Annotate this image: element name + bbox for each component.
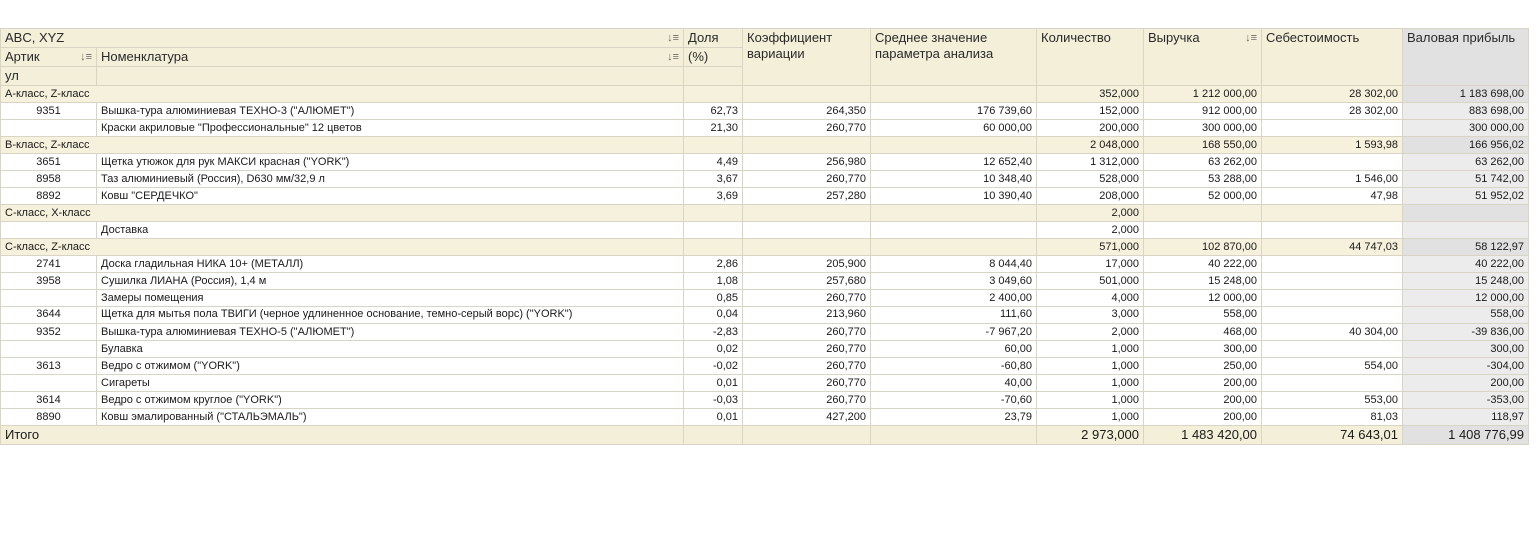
revenue-cell: 12 000,00 <box>1144 290 1262 307</box>
table-row[interactable] <box>1 103 1529 120</box>
cost-cell: 554,00 <box>1262 358 1403 375</box>
article-cell: 3614 <box>1 392 97 409</box>
share-cell: 0,01 <box>684 375 743 392</box>
share-cell <box>684 137 743 154</box>
article-cell <box>1 120 97 137</box>
share-cell: 0,04 <box>684 307 743 324</box>
total-row[interactable] <box>1 426 1529 445</box>
header-name[interactable] <box>97 48 684 67</box>
profit-cell: 300,00 <box>1403 341 1529 358</box>
article-cell: 8958 <box>1 171 97 188</box>
variation-cell: 260,770 <box>743 120 871 137</box>
cost-cell <box>1262 154 1403 171</box>
share-cell: 3,67 <box>684 171 743 188</box>
variation-cell: 260,770 <box>743 375 871 392</box>
profit-cell: 1 183 698,00 <box>1403 86 1529 103</box>
table-row[interactable] <box>1 273 1529 290</box>
avg-cell: 3 049,60 <box>871 273 1037 290</box>
header-group-cell[interactable] <box>1 29 684 48</box>
sort-icon[interactable]: ↓≡ <box>80 51 92 63</box>
sort-icon[interactable]: ↓≡ <box>667 32 680 44</box>
revenue-cell: 468,00 <box>1144 324 1262 341</box>
article-cell <box>1 375 97 392</box>
report-body <box>1 86 1529 426</box>
qty-cell: 1,000 <box>1037 409 1144 426</box>
revenue-cell: 300,00 <box>1144 341 1262 358</box>
profit-cell: 558,00 <box>1403 307 1529 324</box>
variation-cell: 260,770 <box>743 341 871 358</box>
cost-cell: 1 593,98 <box>1262 137 1403 154</box>
name-cell: Ковш эмалированный ("СТАЛЬЭМАЛЬ") <box>97 409 684 426</box>
name-cell: Сигареты <box>97 375 684 392</box>
variation-cell: 260,770 <box>743 324 871 341</box>
revenue-cell: 15 248,00 <box>1144 273 1262 290</box>
revenue-cell: 40 222,00 <box>1144 256 1262 273</box>
group-label: B-класс, Z-класс <box>1 137 684 154</box>
variation-cell: 257,280 <box>743 188 871 205</box>
share-cell: 0,01 <box>684 409 743 426</box>
avg-cell: 40,00 <box>871 375 1037 392</box>
abc-xyz-report-table <box>0 28 1529 445</box>
avg-cell: -7 967,20 <box>871 324 1037 341</box>
revenue-cell: 300 000,00 <box>1144 120 1262 137</box>
cost-cell <box>1262 307 1403 324</box>
profit-cell: 300 000,00 <box>1403 120 1529 137</box>
variation-cell: 260,770 <box>743 358 871 375</box>
table-row[interactable] <box>1 290 1529 307</box>
table-row[interactable] <box>1 188 1529 205</box>
profit-cell: 200,00 <box>1403 375 1529 392</box>
avg-cell: 12 652,40 <box>871 154 1037 171</box>
table-row[interactable] <box>1 120 1529 137</box>
profit-cell <box>1403 222 1529 239</box>
group-row[interactable] <box>1 137 1529 154</box>
variation-cell <box>743 137 871 154</box>
qty-cell: 1,000 <box>1037 341 1144 358</box>
header-qty[interactable]: Количество <box>1037 29 1144 86</box>
revenue-cell: 558,00 <box>1144 307 1262 324</box>
name-cell: Вышка-тура алюминиевая ТЕХНО-3 ("АЛЮМЕТ") <box>97 103 684 120</box>
share-cell: 2,86 <box>684 256 743 273</box>
header-share-unit: (%) <box>684 48 743 67</box>
avg-cell: 60 000,00 <box>871 120 1037 137</box>
name-cell: Ковш "СЕРДЕЧКО" <box>97 188 684 205</box>
article-cell: 3958 <box>1 273 97 290</box>
revenue-cell: 200,00 <box>1144 392 1262 409</box>
name-cell: Булавка <box>97 341 684 358</box>
avg-cell: 10 390,40 <box>871 188 1037 205</box>
share-cell <box>684 86 743 103</box>
table-row[interactable] <box>1 341 1529 358</box>
article-cell: 8890 <box>1 409 97 426</box>
variation-cell: 213,960 <box>743 307 871 324</box>
sort-icon[interactable]: ↓≡ <box>667 51 680 63</box>
cost-cell: 44 747,03 <box>1262 239 1403 256</box>
article-cell <box>1 341 97 358</box>
qty-cell: 2 048,000 <box>1037 137 1144 154</box>
table-row[interactable] <box>1 222 1529 239</box>
avg-cell <box>871 137 1037 154</box>
cost-cell <box>1262 290 1403 307</box>
total-qty: 2 973,000 <box>1037 426 1144 445</box>
qty-cell: 1,000 <box>1037 392 1144 409</box>
avg-cell: 2 400,00 <box>871 290 1037 307</box>
profit-cell: -304,00 <box>1403 358 1529 375</box>
header-cost[interactable]: Себестоимость <box>1262 29 1403 86</box>
qty-cell: 3,000 <box>1037 307 1144 324</box>
group-row[interactable] <box>1 86 1529 103</box>
name-cell: Таз алюминиевый (Россия), D630 мм/32,9 л <box>97 171 684 188</box>
table-row[interactable] <box>1 324 1529 341</box>
cost-cell: 81,03 <box>1262 409 1403 426</box>
cost-cell <box>1262 341 1403 358</box>
qty-cell: 571,000 <box>1037 239 1144 256</box>
group-label: C-класс, Z-класс <box>1 239 684 256</box>
cost-cell: 1 546,00 <box>1262 171 1403 188</box>
share-cell: 0,85 <box>684 290 743 307</box>
cost-cell: 28 302,00 <box>1262 103 1403 120</box>
avg-cell <box>871 86 1037 103</box>
avg-cell: -60,80 <box>871 358 1037 375</box>
avg-cell: 60,00 <box>871 341 1037 358</box>
group-label: C-класс, X-класс <box>1 205 684 222</box>
qty-cell: 2,000 <box>1037 205 1144 222</box>
avg-cell <box>871 205 1037 222</box>
header-article[interactable] <box>1 48 97 67</box>
share-cell: 4,49 <box>684 154 743 171</box>
name-cell: Доска гладильная НИКА 10+ (МЕТАЛЛ) <box>97 256 684 273</box>
qty-cell: 17,000 <box>1037 256 1144 273</box>
share-cell: -0,03 <box>684 392 743 409</box>
avg-cell: 23,79 <box>871 409 1037 426</box>
avg-cell: 111,60 <box>871 307 1037 324</box>
total-label: Итого <box>1 426 684 445</box>
share-cell: -2,83 <box>684 324 743 341</box>
table-row[interactable] <box>1 256 1529 273</box>
header-share[interactable]: Доля <box>684 29 743 48</box>
revenue-cell: 912 000,00 <box>1144 103 1262 120</box>
total-revenue: 1 483 420,00 <box>1144 426 1262 445</box>
revenue-cell: 168 550,00 <box>1144 137 1262 154</box>
avg-cell: 8 044,40 <box>871 256 1037 273</box>
name-cell: Ведро с отжимом ("YORK") <box>97 358 684 375</box>
revenue-cell: 52 000,00 <box>1144 188 1262 205</box>
sort-desc-icon[interactable]: ↓≡ <box>1245 32 1258 44</box>
avg-cell: 176 739,60 <box>871 103 1037 120</box>
cost-cell <box>1262 375 1403 392</box>
share-cell <box>684 222 743 239</box>
qty-cell: 1,000 <box>1037 358 1144 375</box>
article-cell: 2741 <box>1 256 97 273</box>
profit-cell: 51 742,00 <box>1403 171 1529 188</box>
cost-cell: 28 302,00 <box>1262 86 1403 103</box>
header-revenue-label: Выручка <box>1148 30 1200 45</box>
article-cell: 3651 <box>1 154 97 171</box>
table-row[interactable] <box>1 409 1529 426</box>
total-cost: 74 643,01 <box>1262 426 1403 445</box>
qty-cell: 501,000 <box>1037 273 1144 290</box>
article-cell <box>1 290 97 307</box>
cost-cell <box>1262 120 1403 137</box>
cost-cell: 553,00 <box>1262 392 1403 409</box>
profit-cell <box>1403 205 1529 222</box>
share-cell: -0,02 <box>684 358 743 375</box>
variation-cell: 260,770 <box>743 290 871 307</box>
profit-cell: 58 122,97 <box>1403 239 1529 256</box>
revenue-cell: 53 288,00 <box>1144 171 1262 188</box>
avg-cell: 10 348,40 <box>871 171 1037 188</box>
variation-cell: 205,900 <box>743 256 871 273</box>
qty-cell: 200,000 <box>1037 120 1144 137</box>
qty-cell: 1,000 <box>1037 375 1144 392</box>
table-row[interactable] <box>1 154 1529 171</box>
profit-cell: 12 000,00 <box>1403 290 1529 307</box>
share-cell: 0,02 <box>684 341 743 358</box>
variation-cell <box>743 222 871 239</box>
table-row[interactable] <box>1 171 1529 188</box>
profit-cell: 118,97 <box>1403 409 1529 426</box>
profit-cell: -353,00 <box>1403 392 1529 409</box>
qty-cell: 2,000 <box>1037 324 1144 341</box>
article-cell: 3644 <box>1 307 97 324</box>
header-revenue[interactable] <box>1144 29 1262 86</box>
qty-cell: 1 312,000 <box>1037 154 1144 171</box>
qty-cell: 528,000 <box>1037 171 1144 188</box>
article-cell: 8892 <box>1 188 97 205</box>
share-cell: 21,30 <box>684 120 743 137</box>
variation-cell <box>743 239 871 256</box>
profit-cell: 166 956,02 <box>1403 137 1529 154</box>
group-label: A-класс, Z-класс <box>1 86 684 103</box>
group-row[interactable] <box>1 239 1529 256</box>
revenue-cell <box>1144 222 1262 239</box>
qty-cell: 152,000 <box>1037 103 1144 120</box>
name-cell: Краски акриловые "Профессиональные" 12 цветов <box>97 120 684 137</box>
avg-cell <box>871 222 1037 239</box>
variation-cell: 260,770 <box>743 392 871 409</box>
cost-cell <box>1262 273 1403 290</box>
header-profit[interactable]: Валовая прибыль <box>1403 29 1529 86</box>
group-row[interactable] <box>1 205 1529 222</box>
header-variation[interactable]: Коэффициент вариации <box>743 29 871 86</box>
article-cell <box>1 222 97 239</box>
qty-cell: 2,000 <box>1037 222 1144 239</box>
revenue-cell: 1 212 000,00 <box>1144 86 1262 103</box>
variation-cell <box>743 205 871 222</box>
revenue-cell <box>1144 205 1262 222</box>
header-avg[interactable]: Среднее значение параметра анализа <box>871 29 1037 86</box>
cost-cell: 40 304,00 <box>1262 324 1403 341</box>
revenue-cell: 200,00 <box>1144 375 1262 392</box>
table-row[interactable] <box>1 392 1529 409</box>
article-cell: 9352 <box>1 324 97 341</box>
share-cell <box>684 205 743 222</box>
table-row[interactable] <box>1 358 1529 375</box>
profit-cell: 63 262,00 <box>1403 154 1529 171</box>
qty-cell: 4,000 <box>1037 290 1144 307</box>
share-cell: 3,69 <box>684 188 743 205</box>
name-cell: Ведро с отжимом круглое ("YORK") <box>97 392 684 409</box>
revenue-cell: 200,00 <box>1144 409 1262 426</box>
variation-cell: 257,680 <box>743 273 871 290</box>
cost-cell <box>1262 222 1403 239</box>
cost-cell: 47,98 <box>1262 188 1403 205</box>
article-cell: 9351 <box>1 103 97 120</box>
variation-cell: 256,980 <box>743 154 871 171</box>
share-cell: 1,08 <box>684 273 743 290</box>
revenue-cell: 250,00 <box>1144 358 1262 375</box>
variation-cell <box>743 86 871 103</box>
name-cell: Вышка-тура алюминиевая ТЕХНО-5 ("АЛЮМЕТ") <box>97 324 684 341</box>
profit-cell: 40 222,00 <box>1403 256 1529 273</box>
cost-cell <box>1262 205 1403 222</box>
profit-cell: 51 952,02 <box>1403 188 1529 205</box>
header-article-label: Артик <box>5 49 40 64</box>
profit-cell: 883 698,00 <box>1403 103 1529 120</box>
avg-cell: -70,60 <box>871 392 1037 409</box>
share-cell: 62,73 <box>684 103 743 120</box>
header-group-label: ABC, XYZ <box>5 30 65 45</box>
name-cell: Замеры помещения <box>97 290 684 307</box>
name-cell: Сушилка ЛИАНА (Россия), 1,4 м <box>97 273 684 290</box>
variation-cell: 427,200 <box>743 409 871 426</box>
revenue-cell: 102 870,00 <box>1144 239 1262 256</box>
header-article-tail: ул <box>1 67 97 86</box>
header-name-label: Номенклатура <box>101 49 189 64</box>
header-row-1 <box>1 29 1529 48</box>
name-cell: Щетка утюжок для рук МАКСИ красная ("YORK") <box>97 154 684 171</box>
name-cell: Щетка для мытья пола ТВИГИ (черное удлиненное основание, темно-серый ворс) ("YORK") <box>97 307 684 324</box>
article-cell: 3613 <box>1 358 97 375</box>
total-profit: 1 408 776,99 <box>1403 426 1529 445</box>
share-cell <box>684 239 743 256</box>
name-cell: Доставка <box>97 222 684 239</box>
variation-cell: 264,350 <box>743 103 871 120</box>
cost-cell <box>1262 256 1403 273</box>
report-container <box>0 28 1528 445</box>
profit-cell: 15 248,00 <box>1403 273 1529 290</box>
avg-cell <box>871 239 1037 256</box>
qty-cell: 352,000 <box>1037 86 1144 103</box>
revenue-cell: 63 262,00 <box>1144 154 1262 171</box>
profit-cell: -39 836,00 <box>1403 324 1529 341</box>
table-row[interactable] <box>1 307 1529 324</box>
qty-cell: 208,000 <box>1037 188 1144 205</box>
variation-cell: 260,770 <box>743 171 871 188</box>
table-row[interactable] <box>1 375 1529 392</box>
